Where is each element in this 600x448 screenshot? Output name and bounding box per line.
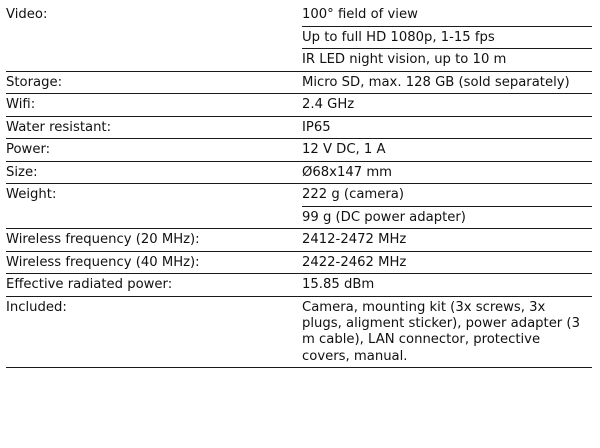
spec-label: Wireless frequency (40 MHz): [6,251,302,274]
spec-value: Micro SD, max. 128 GB (sold separately) [302,71,592,94]
spec-row-water-resistant [6,116,592,139]
spec-value-line: 222 g (camera) [302,187,405,202]
spec-value-line: 100° field of view [302,7,418,22]
spec-row-erp [6,274,592,297]
spec-value: 2412-2472 MHz [302,229,592,252]
spec-value: 12 V DC, 1 A [302,139,592,162]
spec-label: Water resistant: [6,116,302,139]
spec-row-wireless-40 [6,251,592,274]
spec-value: Ø68x147 mm [302,161,592,184]
spec-value-line: IR LED night vision, up to 10 m [302,48,592,69]
spec-value: IP65 [302,116,592,139]
spec-row-power [6,139,592,162]
spec-value: 15.85 dBm [302,274,592,297]
spec-label: Included: [6,296,302,368]
spec-row-storage [6,71,592,94]
spec-row-wireless-20 [6,229,592,252]
spec-row-weight [6,184,592,229]
spec-label: Weight: [6,184,302,229]
spec-label: Wifi: [6,94,302,117]
spec-label: Wireless frequency (20 MHz): [6,229,302,252]
spec-value: Camera, mounting kit (3x screws, 3x plugs, aligment sticker), power adapter (3 m cable), LAN connector, protective covers, manual. [302,296,592,368]
spec-value [302,184,592,229]
spec-label: Power: [6,139,302,162]
spec-row-video [6,4,592,71]
spec-label: Size: [6,161,302,184]
spec-label: Storage: [6,71,302,94]
spec-row-size [6,161,592,184]
spec-value [302,4,592,71]
spec-value: 2.4 GHz [302,94,592,117]
spec-label: Effective radiated power: [6,274,302,297]
spec-value: 2422-2462 MHz [302,251,592,274]
spec-label: Video: [6,4,302,71]
spec-value-line: Up to full HD 1080p, 1-15 fps [302,26,592,47]
spec-row-included [6,296,592,368]
spec-row-wifi [6,94,592,117]
spec-table [6,4,592,368]
spec-value-line: 99 g (DC power adapter) [302,206,592,227]
